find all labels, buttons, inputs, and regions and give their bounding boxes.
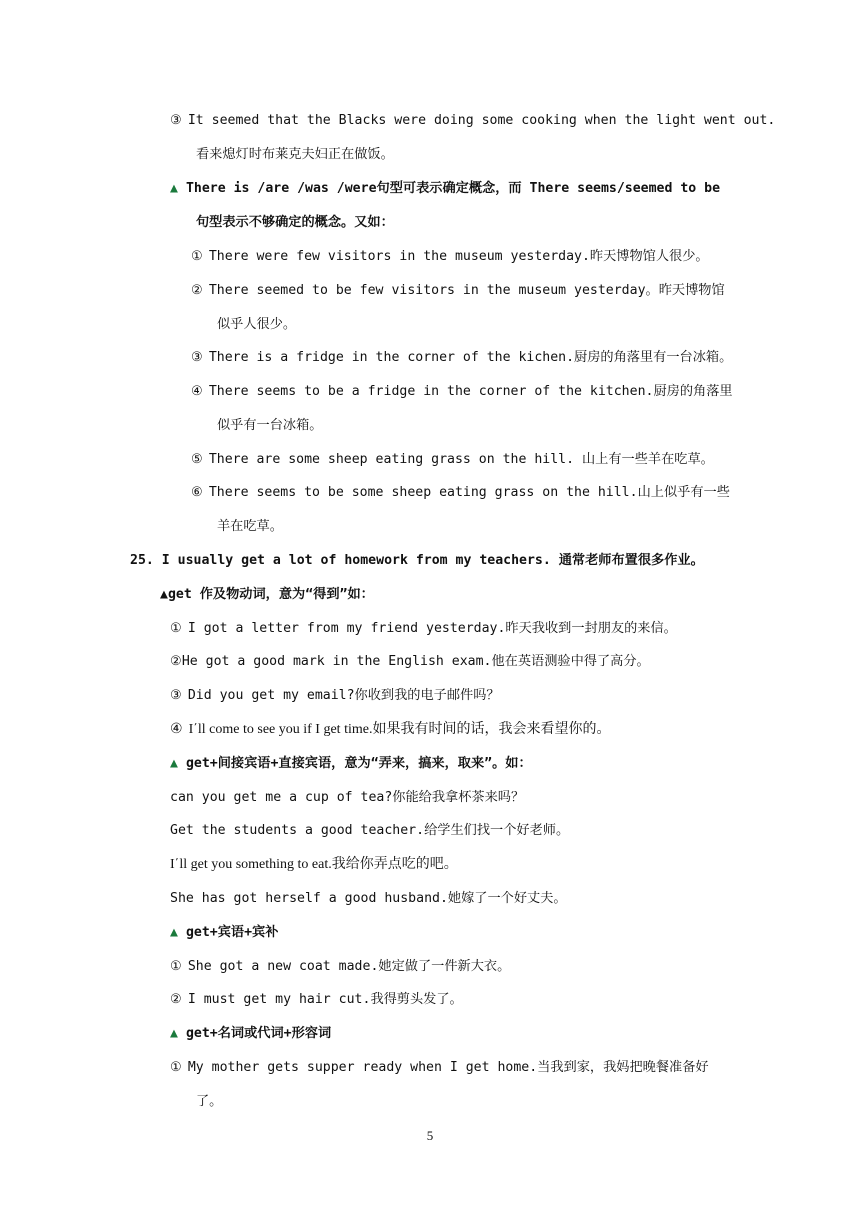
note-example <box>191 450 714 470</box>
section-title: ▲ get+名词或代词+形容词 <box>170 1026 332 1041</box>
example-translation: 看来熄灯时布莱克夫妇正在做饭。 <box>196 147 394 162</box>
note-example <box>191 281 725 301</box>
example-text: There seemed to be few visitors in the museum yesterday。昨天博物馆 <box>208 283 725 298</box>
example-line: Get the students a good teacher.给学生们找一个好老师。 <box>170 823 570 838</box>
page-number: 5 <box>426 1128 434 1143</box>
section-title: ▲ get+宾语+宾补 <box>170 925 279 940</box>
triangle-bullet-icon: ▲ <box>170 1026 178 1041</box>
example-text: There were few visitors in the museum yesterday.昨天博物馆人很少。 <box>208 249 709 264</box>
example-text: I΄ll come to see you if I get time.如果我有时间的话，我会来看望你的。 <box>188 722 611 737</box>
example-text-cont: 似乎有一台冰箱。 <box>217 418 323 433</box>
example-line: I΄ll get you something to eat.我给你弄点吃的吧。 <box>170 857 458 872</box>
example-number: ① <box>170 621 182 636</box>
note-example <box>191 348 732 368</box>
example-text: Did you get my email?你收到我的电子邮件吗？ <box>187 688 500 703</box>
example-text-cont: 了。 <box>196 1094 223 1109</box>
example-number: ① <box>170 1060 182 1075</box>
note-example <box>191 382 733 402</box>
note-example <box>191 483 730 503</box>
note-example <box>191 247 709 267</box>
example-number: ④ <box>191 384 203 399</box>
example-line <box>170 111 775 131</box>
example-line <box>170 652 650 672</box>
example-text: I got a letter from my friend yesterday.昨天我收到一封朋友的来信。 <box>187 621 677 636</box>
triangle-bullet-icon: ▲ <box>170 181 178 196</box>
example-text: There are some sheep eating grass on the hill. 山上有一些羊在吃草。 <box>208 452 714 467</box>
example-number: ② <box>170 992 182 1007</box>
example-number: ② <box>191 283 203 298</box>
example-line <box>170 957 510 977</box>
section-title: ▲get 作及物动词，意为“得到”如： <box>160 587 374 602</box>
example-text: She got a new coat made.她定做了一件新大衣。 <box>187 959 511 974</box>
example-number: ④ <box>170 722 183 737</box>
example-text: There is a fridge in the corner of the kichen.厨房的角落里有一台冰箱。 <box>208 350 733 365</box>
example-number: ③ <box>170 688 182 703</box>
example-number: ⑤ <box>191 452 203 467</box>
example-text: It seemed that the Blacks were doing some cooking when the light went out. <box>187 113 776 128</box>
example-number: ② <box>170 654 182 669</box>
example-number: ③ <box>191 350 203 365</box>
example-text-cont: 羊在吃草。 <box>217 519 283 534</box>
example-number: ③ <box>170 113 182 128</box>
triangle-bullet-icon: ▲ <box>170 756 178 771</box>
example-text: He got a good mark in the English exam.他在英语测验中得了高分。 <box>181 654 650 669</box>
example-line <box>170 686 500 706</box>
example-line <box>170 990 463 1010</box>
example-number: ⑥ <box>191 485 203 500</box>
example-number: ① <box>191 249 203 264</box>
example-text: I must get my hair cut.我得剪头发了。 <box>187 992 463 1007</box>
triangle-bullet-icon: ▲ <box>170 925 178 940</box>
example-line: She has got herself a good husband.她嫁了一个好丈夫。 <box>170 891 567 906</box>
note-heading: ▲ There is /are /was /were句型可表示确定概念，而 There seems/seemed to be <box>170 181 721 196</box>
example-text: My mother gets supper ready when I get home.当我到家，我妈把晚餐准备好 <box>187 1060 709 1075</box>
example-number: ① <box>170 959 182 974</box>
section-title: ▲ get+间接宾语+直接宾语，意为“弄来，搞来，取来”。如： <box>170 756 532 771</box>
example-text: There seems to be some sheep eating grass on the hill.山上似乎有一些 <box>208 485 730 500</box>
example-line <box>170 720 610 740</box>
note-heading-cont: 句型表示不够确定的概念。又如： <box>196 215 394 230</box>
example-line <box>170 619 677 639</box>
item-heading: 25. I usually get a lot of homework from my teachers. 通常老师布置很多作业。 <box>130 553 704 568</box>
example-text-cont: 似乎人很少。 <box>217 317 297 332</box>
example-text: There seems to be a fridge in the corner of the kitchen.厨房的角落里 <box>208 384 733 399</box>
example-line <box>170 1058 709 1078</box>
example-line: can you get me a cup of tea?你能给我拿杯茶来吗？ <box>170 790 525 805</box>
